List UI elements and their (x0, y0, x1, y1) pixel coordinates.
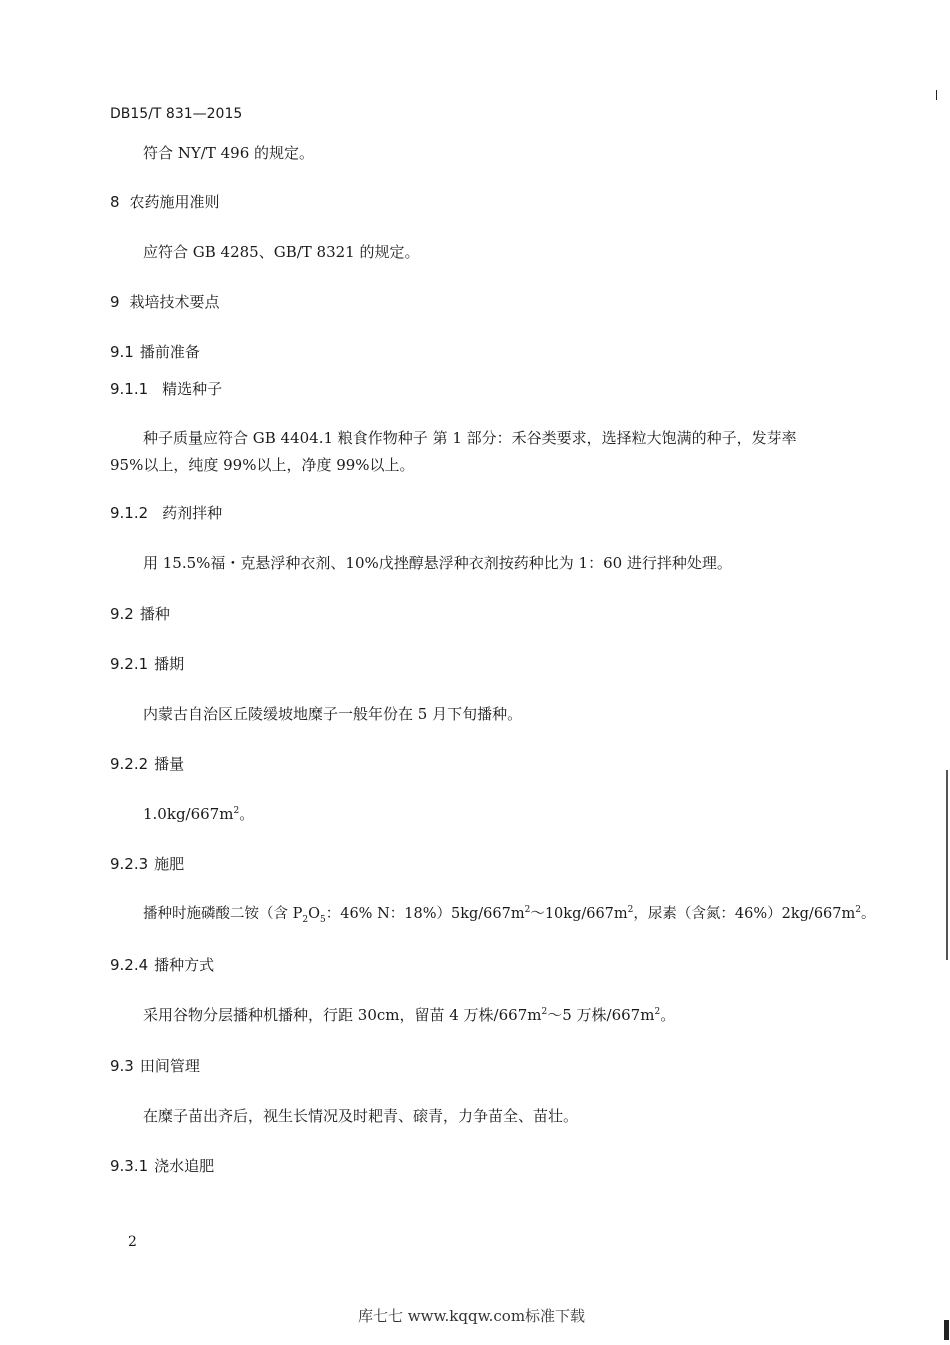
section-8-heading (110, 192, 220, 212)
section-9-1-1-heading (110, 379, 222, 399)
text-run: ～10kg/667m (530, 906, 628, 922)
section-9-3-heading (110, 1056, 200, 1076)
superscript: 2 (541, 1007, 548, 1017)
text-run: ：46% N：18%）5kg/667m (325, 906, 525, 922)
text-run: 播种时施磷酸二铵（含 P (143, 906, 303, 922)
text-run: 。 (660, 1006, 676, 1024)
subscript: 5 (320, 914, 326, 925)
paragraph-seed-quality-line1: 种子质量应符合 GB 4404.1 粮食作物种子 第 1 部分：禾谷类要求，选择粒大饱满的种子，发芽率 (143, 429, 797, 447)
section-9-heading (110, 292, 220, 312)
superscript: 2 (233, 806, 240, 816)
text-run: 1.0kg/667m (143, 805, 234, 823)
paragraph-fertilization (143, 904, 875, 924)
section-number: 9.2 (110, 605, 134, 623)
paragraph-ny-t-496: 符合 NY/T 496 的规定。 (143, 144, 315, 162)
section-9-2-heading (110, 604, 170, 624)
paragraph-field-management: 在糜子苗出齐后，视生长情况及时耙青、磙青，力争苗全、苗壮。 (143, 1107, 579, 1125)
section-9-2-1-heading (110, 654, 184, 674)
section-number: 9.2.3 (110, 855, 149, 873)
text-run: ～5 万株/667m (547, 1006, 655, 1024)
scan-edge-line (946, 770, 948, 960)
section-title: 精选种子 (162, 380, 223, 398)
footer-watermark-text: 库七七 www.kqqw.com标准下载 (358, 1307, 586, 1325)
section-9-2-4-heading (110, 955, 214, 975)
section-title: 农药施用准则 (129, 193, 220, 211)
text-run: 采用谷物分层播种机播种，行距 30cm，留苗 4 万株/667m (143, 1006, 542, 1024)
scan-artifact (936, 90, 937, 100)
text-run: 。 (860, 906, 876, 922)
section-9-2-3-heading (110, 854, 184, 874)
section-number: 9.1.2 (110, 504, 149, 522)
section-number: 9.2.4 (110, 956, 149, 974)
section-title: 浇水追肥 (154, 1157, 215, 1175)
section-number: 9.3.1 (110, 1157, 149, 1175)
paragraph-seed-dressing: 用 15.5%福・克悬浮种衣剂、10%戊挫醇悬浮种衣剂按药种比为 1：60 进行拌种处理。 (143, 554, 732, 572)
section-title: 施肥 (154, 855, 185, 873)
text-run: ，尿素（含氮：46%）2kg/667m (633, 906, 856, 922)
section-number: 9.3 (110, 1057, 134, 1075)
section-number: 8 (110, 193, 120, 211)
section-title: 田间管理 (139, 1057, 200, 1075)
document-code: DB15/T 831—2015 (110, 106, 243, 122)
section-title: 播期 (154, 655, 185, 673)
subscript: 2 (302, 914, 309, 925)
section-title: 药剂拌种 (162, 504, 223, 522)
section-9-3-1-heading (110, 1156, 214, 1176)
section-9-2-2-heading (110, 754, 184, 774)
paragraph-sowing-method (143, 1005, 675, 1025)
paragraph-seeding-rate (143, 804, 254, 824)
section-number: 9.2.2 (110, 755, 149, 773)
section-title: 播前准备 (139, 343, 200, 361)
superscript: 2 (855, 905, 861, 916)
section-9-1-2-heading (110, 503, 222, 523)
superscript: 2 (627, 905, 634, 916)
section-number: 9.2.1 (110, 655, 149, 673)
section-number: 9.1.1 (110, 380, 149, 398)
superscript: 2 (654, 1007, 661, 1017)
page-number: 2 (128, 1234, 137, 1250)
section-title: 播量 (154, 755, 185, 773)
section-number: 9.1 (110, 343, 134, 361)
section-number: 9 (110, 293, 120, 311)
text-run: 。 (239, 805, 255, 823)
superscript: 2 (524, 905, 531, 916)
section-9-1-heading (110, 342, 200, 362)
text-run: O (308, 906, 320, 922)
scan-artifact (944, 1320, 949, 1340)
section-title: 栽培技术要点 (129, 293, 220, 311)
section-title: 播种方式 (154, 956, 215, 974)
paragraph-seed-quality-line2: 95%以上，纯度 99%以上，净度 99%以上。 (110, 456, 415, 474)
paragraph-sowing-date: 内蒙古自治区丘陵缓坡地糜子一般年份在 5 月下旬播种。 (143, 705, 523, 723)
paragraph-pesticide-rule: 应符合 GB 4285、GB/T 8321 的规定。 (143, 243, 420, 261)
section-title: 播种 (139, 605, 170, 623)
